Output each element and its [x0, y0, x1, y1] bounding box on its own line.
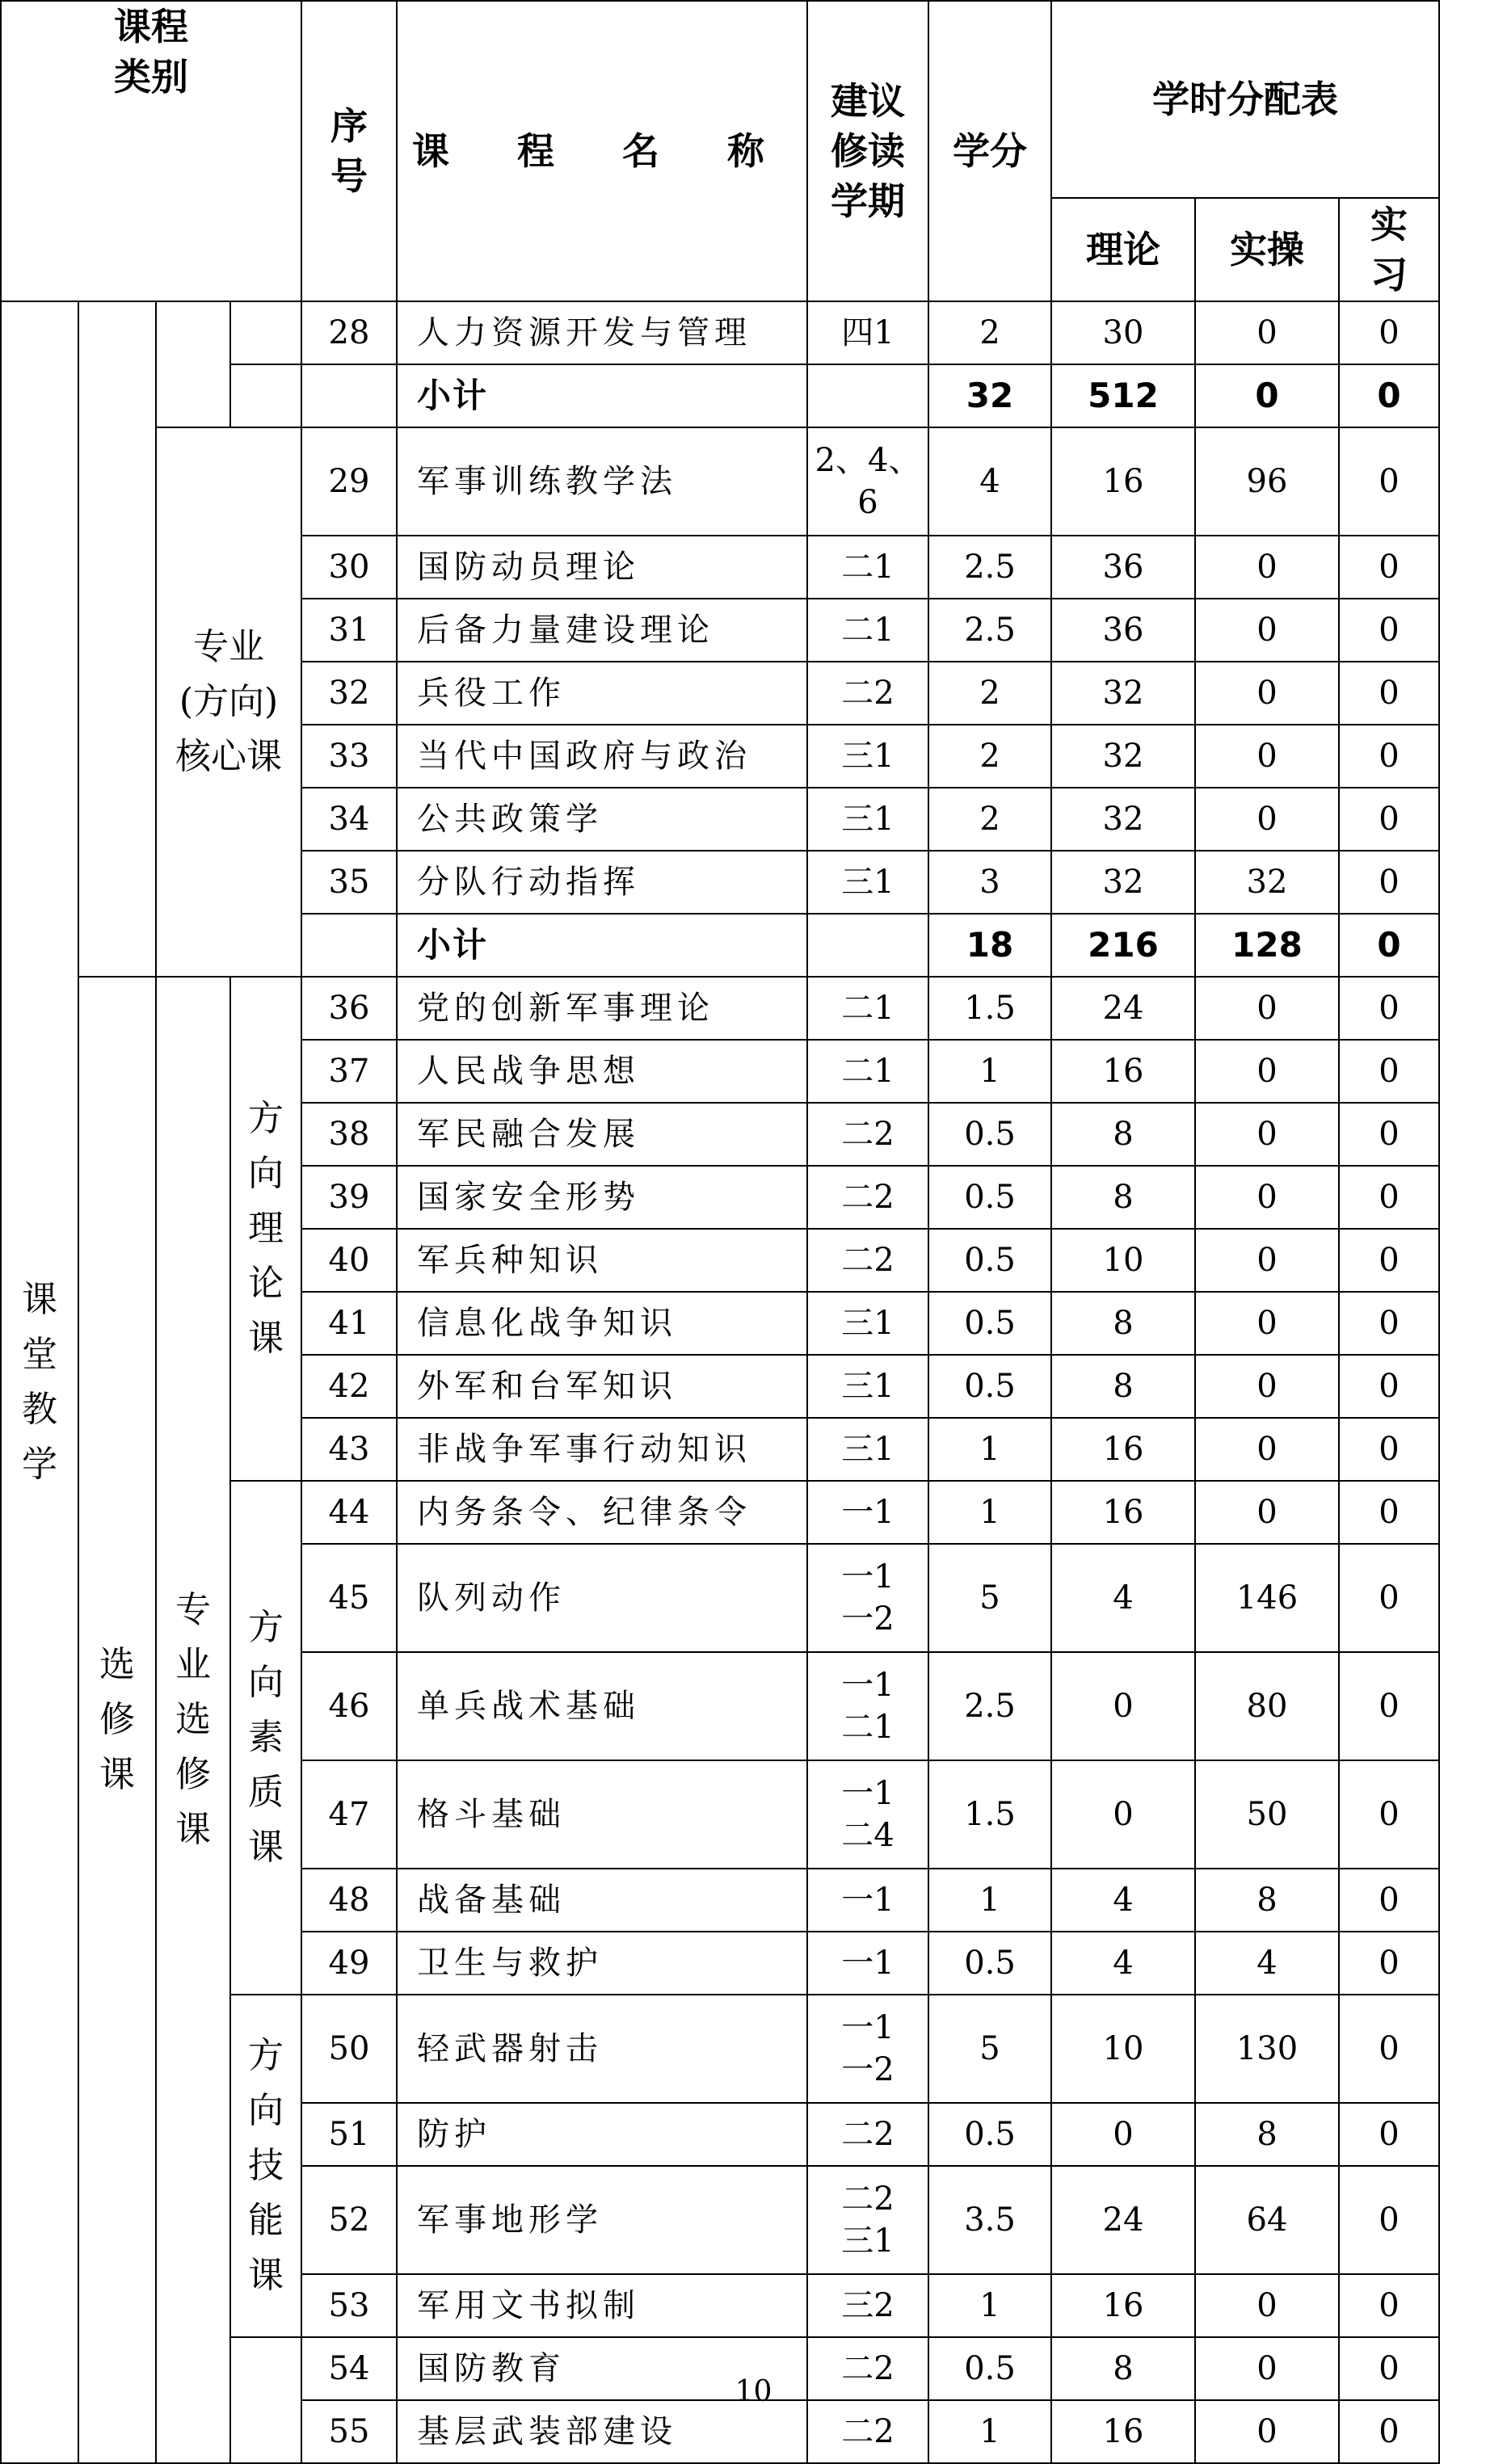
course-name-cell: 国防教育: [397, 2337, 807, 2400]
course-name-cell: 防护: [397, 2103, 807, 2166]
table-row: [1, 427, 1439, 536]
category-label: 选修课: [99, 1643, 135, 1796]
elective-category: [78, 977, 156, 2463]
course-name-cell: 非战争军事行动知识: [397, 1418, 807, 1481]
term-cell: 三1: [807, 1292, 928, 1355]
seq-cell: 37: [301, 1040, 397, 1103]
practice-hours-cell: 80: [1195, 1652, 1339, 1760]
practice-hours-cell: 0: [1195, 2337, 1339, 2400]
practice-hours-cell: 0: [1195, 1166, 1339, 1229]
credit-cell: 2: [928, 788, 1051, 851]
term-cell: 三1: [807, 1418, 928, 1481]
seq-cell: 39: [301, 1166, 397, 1229]
credit-cell: 0.5: [928, 1292, 1051, 1355]
seq-cell: 54: [301, 2337, 397, 2400]
term-cell: 二2 三1: [807, 2166, 928, 2274]
course-name-cell: 单兵战术基础: [397, 1652, 807, 1760]
credit-cell: 1: [928, 1040, 1051, 1103]
seq-cell: 49: [301, 1932, 397, 1995]
seq-cell: 32: [301, 662, 397, 725]
seq-cell: 35: [301, 851, 397, 914]
internship-hours-cell: 0: [1339, 2400, 1439, 2463]
theory-hours-cell: 4: [1051, 1932, 1195, 1995]
course-name-cell: 公共政策学: [397, 788, 807, 851]
course-name-cell: 队列动作: [397, 1544, 807, 1652]
theory-hours-cell: 16: [1051, 1481, 1195, 1544]
internship-hours-cell: 0: [1339, 536, 1439, 599]
credit-cell: 18: [928, 914, 1051, 977]
theory-hours-cell: 16: [1051, 1040, 1195, 1103]
seq-cell: 52: [301, 2166, 397, 2274]
seq-cell: 38: [301, 1103, 397, 1166]
course-name-cell: 人民战争思想: [397, 1040, 807, 1103]
credit-cell: 32: [928, 364, 1051, 427]
theory-hours-cell: 32: [1051, 662, 1195, 725]
credit-cell: 3.5: [928, 2166, 1051, 2274]
course-name-cell: 兵役工作: [397, 662, 807, 725]
practice-hours-cell: 0: [1195, 1481, 1339, 1544]
practice-hours-cell: 0: [1195, 1355, 1339, 1418]
credit-cell: 5: [928, 1544, 1051, 1652]
major-elective-category: [156, 977, 230, 2463]
header-term: 建议 修读 学期: [807, 1, 928, 301]
seq-cell: [301, 914, 397, 977]
term-cell: 二1: [807, 977, 928, 1040]
term-cell: 二2: [807, 1166, 928, 1229]
practice-hours-cell: 0: [1195, 725, 1339, 788]
credit-cell: 2: [928, 725, 1051, 788]
theory-hours-cell: 10: [1051, 1995, 1195, 2103]
seq-cell: 43: [301, 1418, 397, 1481]
theory-hours-cell: 4: [1051, 1544, 1195, 1652]
internship-hours-cell: 0: [1339, 1292, 1439, 1355]
practice-hours-cell: 0: [1195, 788, 1339, 851]
internship-hours-cell: 0: [1339, 1355, 1439, 1418]
credit-cell: 0.5: [928, 1932, 1051, 1995]
course-table-body: [1, 1, 1439, 2463]
left-blank-col4: [230, 364, 301, 427]
seq-cell: 34: [301, 788, 397, 851]
left-group-col2: [78, 301, 156, 977]
seq-cell: 33: [301, 725, 397, 788]
practice-hours-cell: 0: [1195, 536, 1339, 599]
internship-hours-cell: 0: [1339, 2103, 1439, 2166]
course-name-cell: 卫生与救护: [397, 1932, 807, 1995]
practice-hours-cell: 0: [1195, 1292, 1339, 1355]
theory-hours-cell: 10: [1051, 1229, 1195, 1292]
practice-hours-cell: 0: [1195, 1418, 1339, 1481]
credit-cell: 3: [928, 851, 1051, 914]
practice-hours-cell: 130: [1195, 1995, 1339, 2103]
term-cell: 三2: [807, 2274, 928, 2337]
credit-cell: 0.5: [928, 1103, 1051, 1166]
term-cell: 一1: [807, 1932, 928, 1995]
theory-hours-cell: 8: [1051, 2337, 1195, 2400]
direction-skill-category: [230, 1995, 301, 2337]
practice-hours-cell: 146: [1195, 1544, 1339, 1652]
category-label: 方向技能课: [248, 2034, 284, 2297]
internship-hours-cell: 0: [1339, 1418, 1439, 1481]
course-name-cell: 基层武装部建设: [397, 2400, 807, 2463]
course-name-cell: 军用文书拟制: [397, 2274, 807, 2337]
practice-hours-cell: 0: [1195, 2400, 1339, 2463]
term-cell: 三1: [807, 725, 928, 788]
course-name-cell: 军事地形学: [397, 2166, 807, 2274]
course-name-cell: 党的创新军事理论: [397, 977, 807, 1040]
term-cell: 三1: [807, 851, 928, 914]
category-label: 方向理论课: [248, 1097, 284, 1360]
course-name-cell: 分队行动指挥: [397, 851, 807, 914]
credit-cell: 1: [928, 2400, 1051, 2463]
internship-hours-cell: 0: [1339, 301, 1439, 364]
seq-cell: 48: [301, 1869, 397, 1932]
theory-hours-cell: 32: [1051, 788, 1195, 851]
term-cell: 二2: [807, 2400, 928, 2463]
term-cell: 二2: [807, 2103, 928, 2166]
table-row: [1, 977, 1439, 1040]
internship-hours-cell: 0: [1339, 725, 1439, 788]
internship-hours-cell: 0: [1339, 1103, 1439, 1166]
theory-hours-cell: 8: [1051, 1166, 1195, 1229]
practice-hours-cell: 0: [1195, 2274, 1339, 2337]
theory-hours-cell: 0: [1051, 2103, 1195, 2166]
header-course-name: 课 程 名 称: [397, 1, 807, 301]
internship-hours-cell: 0: [1339, 599, 1439, 662]
term-cell: 一1: [807, 1481, 928, 1544]
theory-hours-cell: 30: [1051, 301, 1195, 364]
internship-hours-cell: 0: [1339, 1995, 1439, 2103]
theory-hours-cell: 512: [1051, 364, 1195, 427]
practice-hours-cell: 0: [1195, 301, 1339, 364]
practice-hours-cell: 0: [1195, 1229, 1339, 1292]
internship-hours-cell: 0: [1339, 2166, 1439, 2274]
seq-cell: 30: [301, 536, 397, 599]
practice-hours-cell: 0: [1195, 364, 1339, 427]
term-cell: 二1: [807, 536, 928, 599]
course-name-cell: 战备基础: [397, 1869, 807, 1932]
internship-hours-cell: 0: [1339, 2337, 1439, 2400]
credit-cell: 2: [928, 301, 1051, 364]
theory-hours-cell: 8: [1051, 1355, 1195, 1418]
seq-cell: 42: [301, 1355, 397, 1418]
internship-hours-cell: 0: [1339, 1544, 1439, 1652]
course-name-cell: 国防动员理论: [397, 536, 807, 599]
theory-hours-cell: 36: [1051, 536, 1195, 599]
seq-cell: 51: [301, 2103, 397, 2166]
credit-cell: 1: [928, 1481, 1051, 1544]
seq-cell: 40: [301, 1229, 397, 1292]
internship-hours-cell: 0: [1339, 1869, 1439, 1932]
practice-hours-cell: 8: [1195, 1869, 1339, 1932]
seq-cell: 29: [301, 427, 397, 536]
term-cell: 二2: [807, 2337, 928, 2400]
theory-hours-cell: 16: [1051, 427, 1195, 536]
term-cell: 三1: [807, 788, 928, 851]
left-group-col4: [230, 301, 301, 364]
practice-hours-cell: 4: [1195, 1932, 1339, 1995]
internship-hours-cell: 0: [1339, 662, 1439, 725]
seq-cell: 55: [301, 2400, 397, 2463]
practice-hours-cell: 0: [1195, 1040, 1339, 1103]
term-cell: 二2: [807, 662, 928, 725]
seq-cell: 47: [301, 1760, 397, 1869]
theory-hours-cell: 16: [1051, 2274, 1195, 2337]
theory-hours-cell: 32: [1051, 851, 1195, 914]
term-cell: 二1: [807, 599, 928, 662]
term-cell: 二2: [807, 1103, 928, 1166]
course-name-cell: 小计: [397, 364, 807, 427]
theory-hours-cell: 8: [1051, 1292, 1195, 1355]
theory-hours-cell: 4: [1051, 1869, 1195, 1932]
internship-hours-cell: 0: [1339, 914, 1439, 977]
term-cell: 四1: [807, 301, 928, 364]
course-name-cell: 信息化战争知识: [397, 1292, 807, 1355]
course-name-cell: 军事训练教学法: [397, 427, 807, 536]
classroom-category: [1, 301, 78, 2463]
term-cell: [807, 364, 928, 427]
credit-cell: 2.5: [928, 599, 1051, 662]
header-credit: 学分: [928, 1, 1051, 301]
credit-cell: 5: [928, 1995, 1051, 2103]
theory-hours-cell: 24: [1051, 2166, 1195, 2274]
practice-hours-cell: 0: [1195, 1103, 1339, 1166]
direction-theory-category: [230, 977, 301, 1481]
header-category: 课程 类别: [1, 1, 301, 301]
theory-hours-cell: 0: [1051, 1760, 1195, 1869]
theory-hours-cell: 32: [1051, 725, 1195, 788]
category-label: 专业选修课: [175, 1588, 211, 1851]
course-name-cell: 军民融合发展: [397, 1103, 807, 1166]
practice-hours-cell: 64: [1195, 2166, 1339, 2274]
practice-hours-cell: 0: [1195, 662, 1339, 725]
table-row: [1, 301, 1439, 364]
theory-hours-cell: 36: [1051, 599, 1195, 662]
credit-cell: 1: [928, 2274, 1051, 2337]
practice-hours-cell: 128: [1195, 914, 1339, 977]
term-cell: 三1: [807, 1355, 928, 1418]
seq-cell: 53: [301, 2274, 397, 2337]
course-name-cell: 格斗基础: [397, 1760, 807, 1869]
credit-cell: 1.5: [928, 1760, 1051, 1869]
seq-cell: 41: [301, 1292, 397, 1355]
course-name-cell: 人力资源开发与管理: [397, 301, 807, 364]
term-cell: 二2: [807, 1229, 928, 1292]
course-name-cell: 军兵种知识: [397, 1229, 807, 1292]
header-internship: 实 习: [1339, 198, 1439, 301]
direction-quality-category: [230, 1481, 301, 1995]
internship-hours-cell: 0: [1339, 427, 1439, 536]
internship-hours-cell: 0: [1339, 1166, 1439, 1229]
term-cell: [807, 914, 928, 977]
seq-cell: [301, 364, 397, 427]
credit-cell: 2: [928, 662, 1051, 725]
credit-cell: 0.5: [928, 1166, 1051, 1229]
page-number: 10: [735, 2375, 772, 2408]
practice-hours-cell: 0: [1195, 977, 1339, 1040]
header-row: [1, 1, 1439, 198]
seq-cell: 36: [301, 977, 397, 1040]
category-label: 方向素质课: [248, 1606, 284, 1869]
seq-cell: 50: [301, 1995, 397, 2103]
term-cell: 一1 二1: [807, 1652, 928, 1760]
internship-hours-cell: 0: [1339, 1040, 1439, 1103]
term-cell: 一1 一2: [807, 1544, 928, 1652]
left-group-col3: [156, 301, 230, 427]
internship-hours-cell: 0: [1339, 2274, 1439, 2337]
internship-hours-cell: 0: [1339, 788, 1439, 851]
seq-cell: 46: [301, 1652, 397, 1760]
practice-hours-cell: 0: [1195, 599, 1339, 662]
theory-hours-cell: 24: [1051, 977, 1195, 1040]
header-seq: 序 号: [301, 1, 397, 301]
theory-hours-cell: 216: [1051, 914, 1195, 977]
internship-hours-cell: 0: [1339, 851, 1439, 914]
course-name-cell: 内务条令、纪律条令: [397, 1481, 807, 1544]
term-cell: 2、4、 6: [807, 427, 928, 536]
theory-hours-cell: 0: [1051, 1652, 1195, 1760]
header-theory: 理论: [1051, 198, 1195, 301]
credit-cell: 1: [928, 1869, 1051, 1932]
header-practice: 实操: [1195, 198, 1339, 301]
theory-hours-cell: 16: [1051, 2400, 1195, 2463]
internship-hours-cell: 0: [1339, 977, 1439, 1040]
seq-cell: 31: [301, 599, 397, 662]
internship-hours-cell: 0: [1339, 1481, 1439, 1544]
term-cell: 一1 一2: [807, 1995, 928, 2103]
term-cell: 一1: [807, 1869, 928, 1932]
credit-cell: 1: [928, 1418, 1051, 1481]
course-name-cell: 后备力量建设理论: [397, 599, 807, 662]
seq-cell: 44: [301, 1481, 397, 1544]
practice-hours-cell: 32: [1195, 851, 1339, 914]
credit-cell: 2.5: [928, 1652, 1051, 1760]
course-name-cell: 轻武器射击: [397, 1995, 807, 2103]
internship-hours-cell: 0: [1339, 1760, 1439, 1869]
theory-hours-cell: 8: [1051, 1103, 1195, 1166]
theory-hours-cell: 16: [1051, 1418, 1195, 1481]
internship-hours-cell: 0: [1339, 364, 1439, 427]
course-name-cell: 外军和台军知识: [397, 1355, 807, 1418]
practice-hours-cell: 50: [1195, 1760, 1339, 1869]
credit-cell: 0.5: [928, 1355, 1051, 1418]
credit-cell: 4: [928, 427, 1051, 536]
credit-cell: 0.5: [928, 2337, 1051, 2400]
major-core-category: [156, 427, 301, 977]
credit-cell: 0.5: [928, 2103, 1051, 2166]
header-hours-group: 学时分配表: [1051, 1, 1439, 198]
course-name-cell: 国家安全形势: [397, 1166, 807, 1229]
course-name-cell: 小计: [397, 914, 807, 977]
seq-cell: 28: [301, 301, 397, 364]
course-name-cell: 当代中国政府与政治: [397, 725, 807, 788]
internship-hours-cell: 0: [1339, 1932, 1439, 1995]
practice-hours-cell: 8: [1195, 2103, 1339, 2166]
credit-cell: 0.5: [928, 1229, 1051, 1292]
internship-hours-cell: 0: [1339, 1229, 1439, 1292]
category-label: 课堂教学: [22, 1278, 57, 1486]
credit-cell: 1.5: [928, 977, 1051, 1040]
credit-cell: 2.5: [928, 536, 1051, 599]
term-cell: 二1: [807, 1040, 928, 1103]
internship-hours-cell: 0: [1339, 1652, 1439, 1760]
category-label: 专业(方向)核心课: [175, 625, 282, 778]
practice-hours-cell: 96: [1195, 427, 1339, 536]
term-cell: 一1 二4: [807, 1760, 928, 1869]
seq-cell: 45: [301, 1544, 397, 1652]
